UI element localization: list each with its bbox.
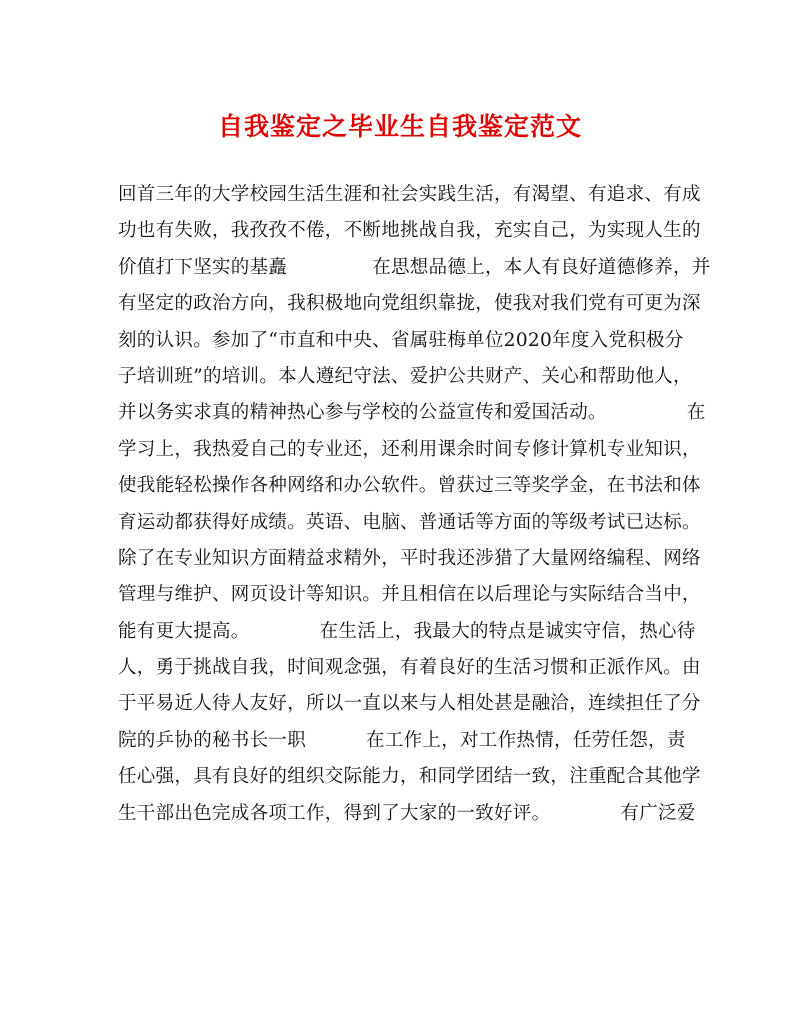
text-segment: 生干部出色完成各项工作，得到了大家的一致好评。	[118, 802, 551, 824]
text-line: 子培训班”的培训。本人遵纪守法、爱护公共财产、关心和帮助他人，	[118, 365, 692, 387]
text-line: 于平易近人待人友好，所以一直以来与人相处甚是融洽，连续担任了分	[118, 693, 701, 715]
document-body	[118, 177, 718, 832]
text-line	[118, 395, 718, 431]
text-line: 回首三年的大学校园生活生涯和社会实践生活，有渴望、有追求、有成	[118, 184, 701, 205]
text-segment: 在生活上，我最大的特点是诚实守信，热心待	[319, 620, 696, 642]
text-segment: 有广泛爱	[620, 802, 696, 824]
text-line: 管理与维护、网页设计等知识。并且相信在以后理论与实际结合当中，	[118, 584, 701, 606]
text-segment: 并以务实求真的精神热心参与学校的公益宣传和爱国活动。	[118, 402, 607, 424]
text-line	[118, 614, 718, 650]
text-line: 刻的认识。参加了“市直和中央、省属驻梅单位2020年度入党积极分	[118, 329, 684, 351]
text-line: 人，勇于挑战自我，时间观念强，有着良好的生活习惯和正派作风。由	[118, 657, 701, 679]
text-line: 育运动都获得好成绩。英语、电脑、普通话等方面的等级考试已达标。	[118, 511, 701, 533]
text-line: 学习上，我热爱自己的专业还，还利用课余时间专修计算机专业知识，	[118, 438, 701, 460]
text-line: 功也有失败，我孜孜不倦，不断地挑战自我，充实自己，为实现人生的	[118, 220, 701, 242]
text-line: 除了在专业知识方面精益求精外，平时我还涉猎了大量网络编程、网络	[118, 547, 701, 569]
text-line: 有坚定的政治方向，我积极地向党组织靠拢，使我对我们党有可更为深	[118, 293, 701, 315]
text-line: 任心强，具有良好的组织交际能力，和同学团结一致，注重配合其他学	[118, 766, 701, 788]
document-title: 自我鉴定之毕业生自我鉴定范文	[217, 112, 582, 141]
text-segment: 在	[686, 402, 706, 424]
text-segment: 院的乒协的秘书长一职	[118, 729, 307, 751]
text-line	[118, 796, 718, 832]
text-line	[118, 250, 718, 286]
text-line	[118, 723, 718, 759]
text-line: 使我能轻松操作各种网络和办公软件。曾获过三等奖学金，在书法和体	[118, 475, 701, 497]
text-segment: 在工作上，对工作热情，任劳任怨，责	[366, 729, 686, 751]
text-segment: 价值打下坚实的基矗	[118, 256, 288, 278]
text-segment: 在思想品德上，本人有良好道德修养，并	[372, 256, 711, 278]
text-segment: 能有更大提高。	[118, 620, 250, 642]
